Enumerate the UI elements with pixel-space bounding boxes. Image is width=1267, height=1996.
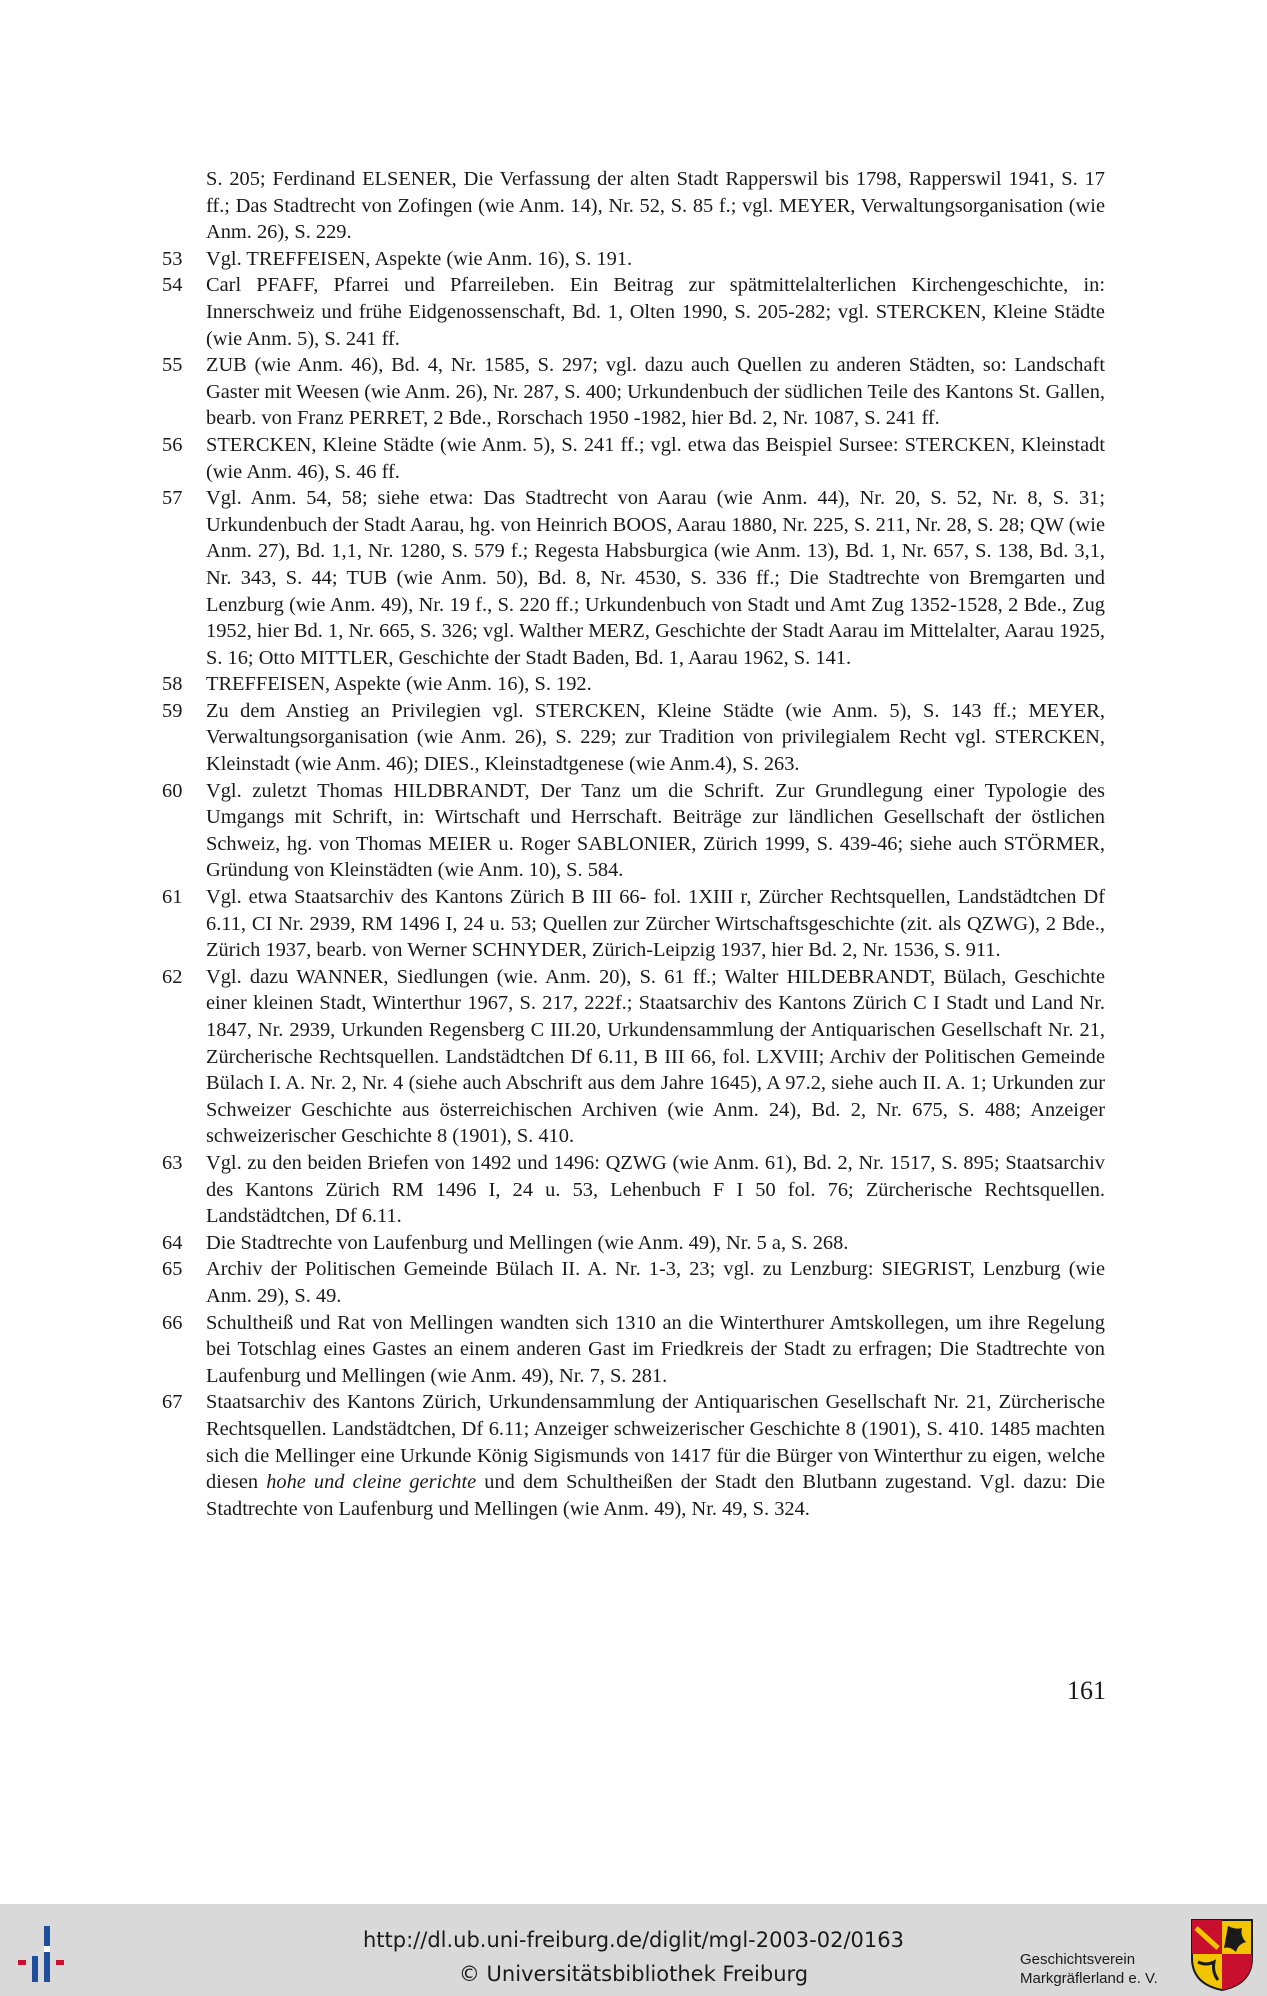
footnote-text: ZUB (wie Anm. 46), Bd. 4, Nr. 1585, S. 297; vgl. dazu auch Quellen zu anderen Städten, so: Landschaft Gaster mit Weesen (wie Anm. 26), Nr. 287, S. 400; Urkundenbuch der südlichen Teile des Kantons St. Gallen, bearb. von Franz PERRET, 2 Bde., Rorschach 1950 -1982, hier Bd. 2, Nr. 1087, S. 241 ff. (206, 354, 1105, 430)
footnote-text: Die Stadtrechte von Laufenburg und Mellingen (wie Anm. 49), Nr. 5 a, S. 268. (206, 1231, 849, 1254)
footnote (160, 698, 1105, 778)
society-name-line: Markgräflerland e. V. (1020, 1970, 1158, 1987)
footnote-text: Archiv der Politischen Gemeinde Bülach II. A. Nr. 1-3, 23; vgl. zu Lenzburg: SIEGRIST, Lenzburg (wie Anm. 29), S. 49. (206, 1258, 1105, 1307)
footnote (160, 272, 1105, 352)
footnote (160, 1256, 1105, 1309)
footnote-text: Vgl. zuletzt Thomas HILDBRANDT, Der Tanz um die Schrift. Zur Grundlegung einer Typologie des Umgangs mit Schrift, in: Wirtschaft und Herrschaft. Beiträge zur ländlichen Gesellschaft der östlichen Schweiz, hg. von Thomas MEIER u. Roger SABLONIER, Zürich 1999, S. 439-46; siehe auch STÖRMER, Gründung von Kleinstädten (wie Anm. 10), S. 584. (206, 779, 1105, 882)
footnote-text: TREFFEISEN, Aspekte (wie Anm. 16), S. 192. (206, 673, 592, 696)
footnote-text: Schultheiß und Rat von Mellingen wandten sich 1310 an die Winterthurer Amtskollegen, um ihre Regelung bei Totschlag eines Gastes an einem anderen Gast im Friedkreis der Stadt zu erfragen; Die Stadtrechte von Laufenburg und Mellingen (wie Anm. 49), Nr. 7, S. 281. (206, 1311, 1105, 1387)
footnote (160, 432, 1105, 485)
footnote-text: Vgl. TREFFEISEN, Aspekte (wie Anm. 16), S. 191. (206, 247, 633, 270)
footnote-number: 54 (162, 274, 183, 297)
footnote-number: 53 (162, 247, 183, 270)
footnote (160, 352, 1105, 432)
footnote (160, 1389, 1105, 1522)
footnote-text: Vgl. zu den beiden Briefen von 1492 und 1496: QZWG (wie Anm. 61), Bd. 2, Nr. 1517, S. 895; Staatsarchiv des Kantons Zürich RM 1496 I, 24 u. 53, Lehenbuch F I 50 fol. 76; Zürcherische Rechtsquellen. Landstädtchen, Df 6.11. (206, 1151, 1105, 1228)
footer-copyright: © Universitätsbibliothek Freiburg (458, 1962, 809, 1986)
footnote (160, 166, 1105, 246)
footnote (160, 884, 1105, 964)
footnote-number: 60 (162, 779, 183, 802)
footnote (160, 964, 1105, 1150)
society-name-line: Geschichtsverein (1020, 1951, 1136, 1968)
footnote (160, 1230, 1105, 1257)
footnote (160, 778, 1105, 884)
footnote-number: 55 (162, 354, 183, 377)
footer-bar (0, 1904, 1267, 1996)
footnote (160, 1310, 1105, 1390)
footnote-number: 58 (162, 673, 183, 696)
footnote-number: 57 (162, 487, 183, 510)
footnote-italic-quote: hohe und cleine gerichte (266, 1471, 477, 1494)
footnote-number: 67 (162, 1391, 183, 1414)
footnote-number: 59 (162, 699, 183, 722)
footnote-text: Zu dem Anstieg an Privilegien vgl. STERCKEN, Kleine Städte (wie Anm. 5), S. 143 ff.; MEYER, Verwaltungsorganisation (wie Anm. 26), S. 229; zur Tradition von privilegialem Recht vgl. STERCKEN, Kleinstadt (wie Anm. 46); DIES., Kleinstadtgenese (wie Anm.4), S. 263. (206, 699, 1105, 776)
footnote-text (206, 1389, 1105, 1522)
footnote (160, 1150, 1105, 1230)
footnote-text: Vgl. etwa Staatsarchiv des Kantons Zürich B III 66- fol. 1XIII r, Zürcher Rechtsquellen, Landstädtchen Df 6.11, CI Nr. 2939, RM 1496 I, 24 u. 53; Quellen zur Zürcher Wirtschaftsgeschichte (zit. als QZWG), 2 Bde., Zürich 1937, bearb. von Werner SCHNYDER, Zürich-Leipzig 1937, hier Bd. 2, Nr. 1536, S. 911. (206, 886, 1105, 962)
footnote-number (160, 166, 206, 246)
footnotes (160, 166, 1105, 1522)
footnote-number: 56 (162, 433, 183, 456)
society-name (1020, 1950, 1158, 1988)
footnote-text: Vgl. dazu WANNER, Siedlungen (wie. Anm. 20), S. 61 ff.; Walter HILDEBRANDT, Bülach, Geschichte einer kleinen Stadt, Winterthur 1967, S. 217, 222f.; Staatsarchiv des Kantons Zürich C I Stadt und Land Nr. 1847, Nr. 2939, Urkunden Regensberg C III.20, Urkundensammlung der Antiquarischen Gesellschaft Nr. 21, Zürcherische Rechtsquellen. Landstädtchen Df 6.11, B III 66, fol. LXVIII; Archiv der Politischen Gemeinde Bülach I. A. Nr. 2, Nr. 4 (siehe auch Abschrift aus dem Jahre 1645), A 97.2, siehe auch II. A. 1; Urkunden zur Schweizer Geschichte aus österreichischen Archiven (wie Anm. 24), Bd. 2, Nr. 675, S. 488; Anzeiger schweizerischer Geschichte 8 (1901), S. 410. (206, 965, 1105, 1148)
footnote-text-part: Staatsarchiv des Kantons Zürich, Urkundensammlung der Antiquarischen Gesellschaft Nr. 21, Zürcherische Rechtsquellen. Landstädtchen, Df 6.11; Anzeiger schweizerischer Geschichte 8 (1901), S. 410. 1485 machten sich die Mellinger eine Urkunde König Sigismunds von 1417 für die Bürger von Winterthur zu eigen, welche diesen (206, 1391, 1105, 1494)
footnote-number: 65 (162, 1258, 183, 1281)
page-number: 161 (1067, 1676, 1106, 1705)
footnote-number: 66 (162, 1311, 183, 1334)
footnote (160, 485, 1105, 671)
footnote-text: Carl PFAFF, Pfarrei und Pfarreileben. Ein Beitrag zur spätmittelalterlichen Kirchengeschichte, in: Innerschweiz und frühe Eidgenossenschaft, Bd. 1, Olten 1990, S. 205-282; vgl. STERCKEN, Kleine Städte (wie Anm. 5), S. 241 ff. (206, 274, 1105, 350)
footnote (160, 671, 1105, 698)
coat-of-arms-icon (1190, 1918, 1254, 1992)
footnote (160, 246, 1105, 273)
footnote-number: 62 (162, 965, 183, 988)
footnote-number: 64 (162, 1231, 183, 1254)
footnote-number: 63 (162, 1151, 183, 1174)
footnote-text: STERCKEN, Kleine Städte (wie Anm. 5), S. 241 ff.; vgl. etwa das Beispiel Sursee: STERCKEN, Kleinstadt (wie Anm. 46), S. 46 ff. (206, 433, 1105, 483)
footnote-text: S. 205; Ferdinand ELSENER, Die Verfassung der alten Stadt Rapperswil bis 1798, Rapperswil 1941, S. 17 ff.; Das Stadtrecht von Zofingen (wie Anm. 14), Nr. 52, S. 85 f.; vgl. MEYER, Verwaltungsorganisation (wie Anm. 26), S. 229. (206, 168, 1105, 244)
footnote-number: 61 (162, 886, 183, 909)
footer-url-link[interactable]: http://dl.ub.uni-freiburg.de/diglit/mgl-2003-02/0163 (362, 1928, 904, 1952)
footnote-text: Vgl. Anm. 54, 58; siehe etwa: Das Stadtrecht von Aarau (wie Anm. 44), Nr. 20, S. 52, Nr. 8, S. 31; Urkundenbuch der Stadt Aarau, hg. von Heinrich BOOS, Aarau 1880, Nr. 225, S. 211, Nr. 28, S. 28; QW (wie Anm. 27), Bd. 1,1, Nr. 1280, S. 579 f.; Regesta Habsburgica (wie Anm. 13), Bd. 1, Nr. 657, S. 138, Bd. 3,1, Nr. 343, S. 44; TUB (wie Anm. 50), Bd. 8, Nr. 4530, S. 336 ff.; Die Stadtrechte von Bremgarten und Lenzburg (wie Anm. 49), Nr. 19 f., S. 220 ff.; Urkundenbuch von Stadt und Amt Zug 1352-1528, 2 Bde., Zug 1952, hier Bd. 1, Nr. 665, S. 326; vgl. Walther MERZ, Geschichte der Stadt Aarau im Mittelalter, Aarau 1925, S. 16; Otto MITTLER, Geschichte der Stadt Baden, Bd. 1, Aarau 1962, S. 141. (206, 487, 1105, 669)
footnote-text-part: und dem Schultheißen der Stadt den Blutbann zugestand. Vgl. dazu: Die Stadtrechte von Laufenburg und Mellingen (wie Anm. 49), Nr. 49, S. 324. (206, 1471, 1105, 1520)
